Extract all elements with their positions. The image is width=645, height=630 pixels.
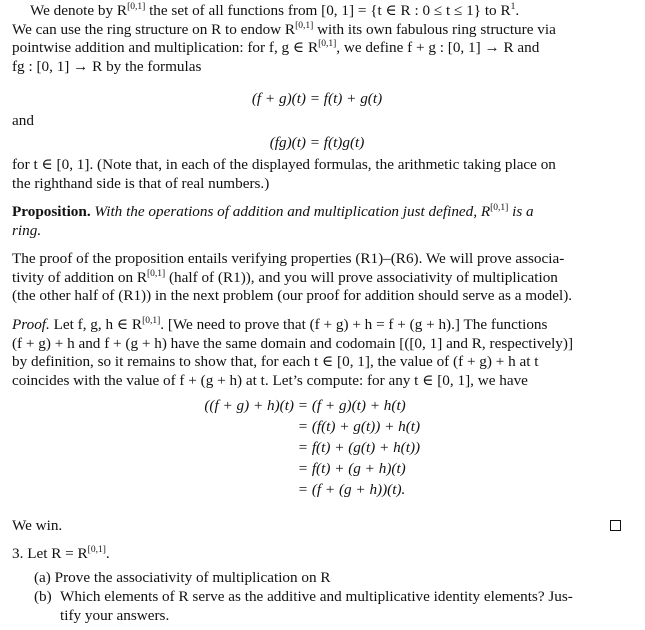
intro-text-1b: the set of all functions from [0, 1] = {t ∈ R : 0 ≤ t ≤ 1} to R: [149, 2, 511, 19]
problem-intro: Let R = R: [27, 545, 88, 562]
problem-part-a: [34, 569, 622, 588]
problem-part-b: [34, 588, 622, 625]
computation-row: [188, 481, 488, 502]
strategy-line-3: (the other half of (R1)) in the next problem (our proof for addition should serve as a model).: [12, 287, 573, 305]
problem-sup: [0,1]: [87, 545, 106, 555]
proof-line-1a: Let f, g, h ∈ R: [53, 316, 143, 333]
part-text: Prove the associativity of multiplication on R: [54, 569, 331, 586]
computation-step: = (f(t) + g(t)) + h(t): [297, 418, 421, 435]
proof-sup: [0,1]: [142, 316, 161, 326]
part-label: (b): [34, 588, 52, 605]
proposition: [12, 203, 622, 240]
proposition-head: Proposition.: [12, 203, 91, 220]
intro-text-1: We denote by R: [30, 2, 128, 19]
intro-sup-3: [0,1]: [295, 20, 314, 31]
computation-row: [188, 418, 488, 439]
computation-step: = f(t) + (g(t) + h(t)): [297, 439, 421, 456]
strategy-sup: [0,1]: [147, 268, 166, 279]
computation-step: = (f + g)(t) + h(t): [297, 397, 406, 414]
proposition-text-1b: is a: [512, 203, 534, 220]
intro-sup-1: [0,1]: [127, 2, 146, 12]
computation-step: = f(t) + (g + h)(t): [297, 460, 406, 477]
note-line-1: for t ∈ [0, 1]. (Note that, in each of the displayed formulas, the arithmetic taking place on: [12, 156, 556, 173]
intro-text-2: We can use the ring structure on R to endow R: [12, 20, 296, 38]
strategy-paragraph: [12, 250, 622, 306]
computation-step: = (f + (g + h))(t).: [297, 481, 406, 498]
part-text: Which elements of R serve as the additive and multiplicative identity elements? Jus-: [60, 588, 573, 605]
proof-line-3: by definition, so it remains to show that, for each t ∈ [0, 1], the value of (f + g) + h at t: [12, 353, 539, 371]
proposition-text-2: ring.: [12, 221, 42, 239]
proof-line-1b: . [We need to prove that (f + g) + h = f + (g + h).] The functions: [160, 316, 548, 333]
intro-sup-4: [0,1]: [318, 39, 337, 50]
formula-product: (fg)(t) = f(t)g(t): [269, 134, 365, 151]
formula-sum: (f + g)(t) = f(t) + g(t): [251, 90, 383, 107]
intro-text-1c: .: [515, 2, 520, 19]
proof: [12, 316, 622, 390]
problem-3: [12, 545, 622, 624]
proof-line-4: coincides with the value of f + (g + h) at t. Let’s compute: for any t ∈ [0, 1], we have: [12, 371, 528, 389]
note-paragraph: [12, 156, 622, 193]
proposition-sup: [0,1]: [490, 203, 509, 213]
intro-text-4: fg : [0, 1] → R by the formulas: [12, 57, 202, 75]
proof-head: Proof.: [12, 316, 50, 333]
computation-lhs: ((f + g) + h)(t): [204, 397, 294, 414]
problem-intro-end: .: [105, 545, 110, 562]
intro-text-2b: with its own fabulous ring structure via: [317, 20, 556, 38]
and-word: and: [12, 112, 34, 129]
computation: [188, 397, 488, 502]
computation-row: [188, 439, 488, 460]
strategy-line-2a: tivity of addition on R: [12, 268, 147, 286]
proposition-text-1: With the operations of addition and multiplication just defined, R: [94, 203, 491, 220]
we-win: We win.: [12, 517, 63, 534]
computation-row: [188, 397, 488, 418]
qed-square-icon: [610, 520, 621, 531]
part-label: (a): [34, 569, 51, 586]
proof-line-2: (f + g) + h and f + (g + h) have the same domain and codomain [([0, 1] and R, respectively)]: [12, 334, 574, 352]
intro-sup-2: 1: [510, 2, 516, 12]
strategy-line-2b: (half of (R1)), and you will prove associativity of multiplication: [169, 268, 558, 286]
problem-number: 3.: [12, 545, 24, 562]
intro-text-3b: , we define f + g : [0, 1] → R and: [336, 39, 540, 57]
intro-text-3: pointwise addition and multiplication: for f, g ∈ R: [12, 39, 319, 57]
part-text-continued: tify your answers.: [60, 606, 170, 624]
strategy-line-1: The proof of the proposition entails verifying properties (R1)–(R6). We will prove associa-: [12, 250, 565, 267]
intro-paragraph: [12, 2, 622, 76]
note-line-2: the righthand side is that of real numbers.): [12, 174, 270, 192]
computation-row: [188, 460, 488, 481]
